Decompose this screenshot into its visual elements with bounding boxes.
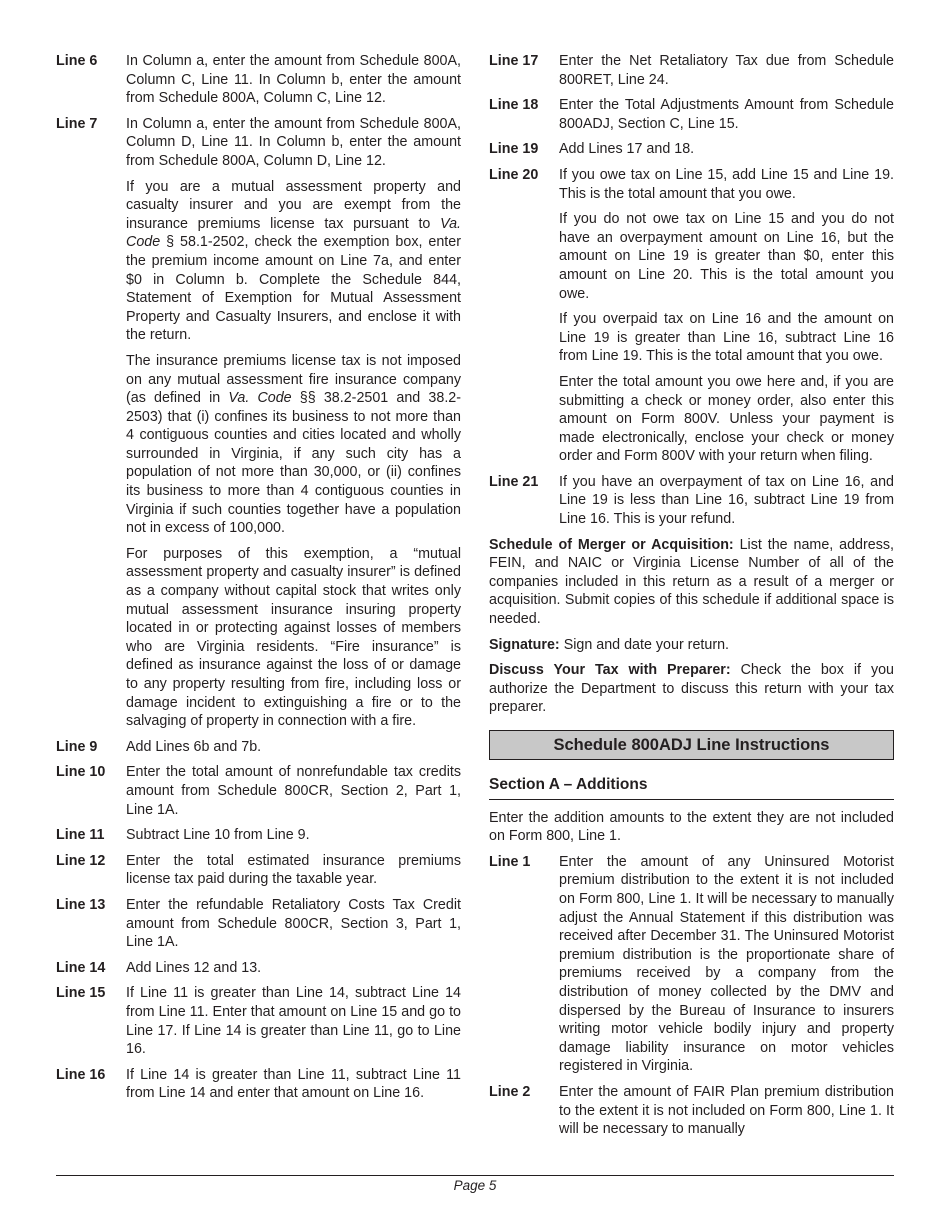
line-item — [489, 853, 894, 1076]
line-paragraph: In Column a, enter the amount from Schedule 800A, Column D, Line 11. In Column b, enter the amount from Schedule 800A, Column D, Line 12. — [126, 115, 461, 169]
line-paragraph: If you overpaid tax on Line 16 and the amount on Line 19 is greater than Line 16, subtract Line 16 from Line 19. This is the total amount that you owe. — [559, 311, 894, 365]
line-text — [126, 959, 461, 978]
line-item — [489, 166, 894, 466]
line-item — [56, 959, 461, 978]
line-label: Line 16 — [56, 1066, 106, 1083]
footer-rule — [56, 1175, 894, 1176]
line-paragraph: Add Lines 12 and 13. — [126, 959, 262, 976]
line-text — [559, 52, 894, 89]
section-a-title: Section A – Additions — [489, 776, 894, 800]
line-paragraph: If Line 11 is greater than Line 14, subtract Line 14 from Line 11. Enter that amount on Line 15 and go to Line 17. If Line 14 is greater than Line 11, go to Line 16. — [126, 985, 461, 1058]
line-paragraph: The insurance premiums license tax is not imposed on any mutual assessment fire insurance company (as defined in Va. Code §§ 38.2-2501 and 38.2-2503) that (i) confines its business to not more than 4 contiguous counties and cities located and wholly surrounded in Virginia, if any such city has a population of not more than 30,000, or (ii) confines its business to more than 4 contiguous counties in Virginia if such counties together have a population not in excess of 100,000. — [126, 352, 461, 537]
line-label: Line 11 — [56, 827, 105, 844]
discuss-heading: Discuss Your Tax with Preparer: — [489, 662, 731, 679]
line-label: Line 12 — [56, 852, 106, 869]
line-paragraph: Enter the total amount you owe here and, if you are submitting a check or money order, also enter this amount on Form 800V. Unless your payment is made electronically, enclose your check or money order and Form 800V with your return when filing. — [559, 373, 894, 465]
page-number: Page 5 — [453, 1178, 497, 1193]
line-paragraph: If you are a mutual assessment property and casualty insurer and you are exempt from the insurance premiums license tax pursuant to Va. Code § 58.1-2502, check the exemption box, enter the premium income amount on Line 7a, and enter $0 in Column b. Complete the Schedule 844, Statement of Exemption for Mutual Assessment Property and Casualty Insurers, and enclose it with the return. — [126, 178, 461, 344]
line-item — [489, 140, 894, 159]
line-item — [56, 984, 461, 1058]
line-paragraph: Subtract Line 10 from Line 9. — [126, 827, 310, 844]
line-item — [56, 852, 461, 889]
line-label: Line 7 — [56, 115, 98, 132]
line-item — [56, 52, 461, 108]
line-instructions-right — [489, 52, 894, 529]
line-text — [126, 984, 461, 1058]
line-item — [489, 1083, 894, 1139]
merger-text: List the name, address, FEIN, and NAIC or Virginia License Number of all of the companies included in this return as a result of a merger or acquisition. Submit copies of this schedule if additional space is needed. — [489, 536, 894, 628]
line-paragraph: In Column a, enter the amount from Schedule 800A, Column C, Line 11. In Column b, enter the amount from Schedule 800A, Column C, Line 12. — [126, 53, 461, 107]
line-item — [56, 1066, 461, 1103]
line-paragraph: If you do not owe tax on Line 15 and you do not have an overpayment amount on Line 16, but the amount on Line 19 is greater than $0, enter this amount on Line 20. This is the total amount you owe. — [559, 211, 894, 302]
line-text — [559, 166, 894, 466]
line-paragraph: Add Lines 17 and 18. — [559, 141, 695, 158]
line-paragraph: Enter the Total Adjustments Amount from Schedule 800ADJ, Section C, Line 15. — [559, 97, 894, 132]
line-item — [56, 738, 461, 757]
line-text — [559, 473, 894, 529]
line-paragraph: Enter the refundable Retaliatory Costs Tax Credit amount from Schedule 800CR, Section 3, Part 1, Line 1A. — [126, 896, 461, 951]
line-item — [56, 826, 461, 845]
right-column — [489, 52, 894, 1146]
line-label: Line 13 — [56, 896, 106, 913]
line-text — [126, 1066, 461, 1103]
line-label: Line 10 — [56, 764, 106, 781]
signature-text: Sign and date your return. — [563, 636, 730, 653]
line-label: Line 19 — [489, 141, 539, 158]
line-text — [559, 140, 894, 159]
line-label: Line 15 — [56, 985, 106, 1002]
line-label: Line 6 — [56, 53, 98, 69]
line-item — [56, 115, 461, 731]
line-label: Line 9 — [56, 738, 98, 755]
left-column — [56, 52, 461, 1110]
line-text — [126, 826, 461, 845]
line-label: Line 1 — [489, 853, 531, 870]
line-text — [126, 115, 461, 731]
line-label: Line 2 — [489, 1083, 531, 1100]
line-label: Line 18 — [489, 97, 539, 114]
schedule-banner: Schedule 800ADJ Line Instructions — [489, 730, 894, 760]
line-paragraph: Add Lines 6b and 7b. — [126, 738, 262, 755]
line-paragraph: Enter the Net Retaliatory Tax due from Schedule 800RET, Line 24. — [559, 53, 894, 88]
line-item — [489, 96, 894, 133]
section-a-intro: Enter the addition amounts to the extent they are not included on Form 800, Line 1. — [489, 809, 894, 845]
line-text — [559, 853, 894, 1076]
line-paragraph: Enter the total amount of nonrefundable tax credits amount from Schedule 800CR, Section 2, Part 1, Line 1A. — [126, 764, 461, 818]
merger-paragraph — [489, 536, 894, 629]
line-label: Line 21 — [489, 473, 539, 490]
signature-heading: Signature: — [489, 636, 560, 653]
line-item — [489, 473, 894, 529]
line-text — [126, 738, 461, 757]
line-paragraph: If Line 14 is greater than Line 11, subtract Line 11 from Line 14 and enter that amount on Line 16. — [126, 1066, 461, 1102]
discuss-text: Check the box if you authorize the Department to discuss this return with your tax preparer. — [489, 662, 894, 716]
line-label: Line 17 — [489, 53, 539, 69]
line-text — [126, 852, 461, 889]
merger-heading: Schedule of Merger or Acquisition: — [489, 536, 734, 553]
line-paragraph: If you owe tax on Line 15, add Line 15 and Line 19. This is the total amount that you owe. — [559, 166, 894, 202]
line-text — [126, 896, 461, 952]
line-item — [56, 763, 461, 819]
line-text — [559, 1083, 894, 1139]
line-label: Line 20 — [489, 166, 539, 183]
section-a-lines — [489, 853, 894, 1139]
discuss-paragraph — [489, 661, 894, 717]
line-item — [489, 52, 894, 89]
line-label: Line 14 — [56, 959, 106, 976]
line-paragraph: Enter the total estimated insurance premiums license tax paid during the taxable year. — [126, 852, 461, 888]
line-item — [56, 896, 461, 952]
line-text — [126, 763, 461, 819]
line-paragraph: For purposes of this exemption, a “mutual assessment property and casualty insurer” is defined as a company without capital stock that writes only mutual assessment insurance insuring property located in or protecting against losses of members who are Virginia residents. “Fire insurance” is defined as insurance against the loss of or damage to any property resulting from fire, including loss or damage incident to extinguishing a fire or to the salvaging of property in connection with a fire. — [126, 545, 461, 730]
line-text — [126, 52, 461, 108]
line-paragraph: If you have an overpayment of tax on Line 16, and Line 19 is less than Line 16, subtract Line 19 from Line 16. This is your refund. — [559, 473, 894, 528]
line-paragraph: Enter the amount of any Uninsured Motorist premium distribution to the extent it is not included on Form 800, Line 1. It will be necessary to manually adjust the Annual Statement if this distribution was received after December 31. The Uninsured Motorist premium distribution is the proportionate share of premiums received by a company from the distribution of money collected by the DMV and dispersed by the Bureau of Insurance to insurers writing motor vehicle bodily injury and property damage liability insurance on motor vehicles registered in Virginia. — [559, 853, 894, 1075]
line-paragraph: Enter the amount of FAIR Plan premium distribution to the extent it is not included on Form 800, Line 1. It will be necessary to manually — [559, 1083, 894, 1138]
signature-paragraph — [489, 636, 894, 655]
line-text — [559, 96, 894, 133]
